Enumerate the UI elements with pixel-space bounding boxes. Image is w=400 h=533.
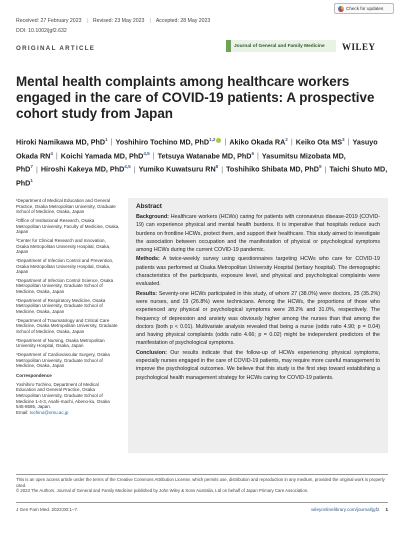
author-affiliation-number: 9 — [319, 164, 322, 170]
received-date: Received: 27 February 2023 — [16, 18, 82, 24]
affiliation-item: ⁴Department of Infection Control and Prevention, Osaka Metropolitan University Hospital, Osaka, Japan — [16, 257, 114, 275]
author-name[interactable]: Tetsuya Watanabe MD, PhD — [157, 150, 252, 160]
footer-divider — [16, 502, 388, 503]
author-name[interactable]: Yumiko Kuwatsuru RN — [138, 164, 216, 174]
license-line: This is an open access article under the terms of the Creative Commons Attribution License, which permits use, distribution and reproduction in any medium, provided the original work is properly cited. — [16, 477, 385, 488]
affiliation-item: ¹Department of Medical Education and General Practice, Osaka Metropolitan University, Graduate School of Medicine, Osaka, Japan — [16, 198, 116, 215]
author-affiliation-number: 4,5 — [143, 150, 150, 156]
doi[interactable]: DOI: 10.1002/jgf2.632 — [16, 28, 67, 34]
author-separator: | — [55, 150, 58, 160]
affiliation-item: ⁹Department of Cardiovascular Surgery, Osaka Metropolitan University, Graduate School of Medicine, Osaka, Japan — [16, 352, 110, 369]
author-separator: | — [347, 137, 350, 147]
author-separator: | — [152, 150, 155, 160]
check-updates-label: Check for updates — [346, 6, 384, 11]
author-affiliation-number: 1 — [105, 137, 108, 142]
accepted-date: Accepted: 28 May 2023 — [155, 18, 211, 24]
abstract-heading: Abstract — [136, 203, 162, 210]
footer-links — [311, 507, 388, 512]
check-updates-icon — [338, 6, 344, 12]
affiliation-item: ²Office of Institutional Research, Osaka Metropolitan University, Faculty of Medicine, Osaka, Japan — [16, 217, 120, 235]
author-separator: | — [324, 164, 327, 174]
correspondence-heading: Correspondence — [16, 372, 52, 378]
journal-name: Journal of General and Family Medicine — [234, 43, 325, 49]
date-separator: | — [149, 18, 151, 24]
author-separator: | — [110, 137, 113, 147]
date-separator: | — [86, 18, 88, 24]
affiliation-item: ⁶Department of Respiratory Medicine, Osaka Metropolitan University, Graduate School of Medicine, Osaka, Japan — [16, 297, 106, 315]
author-name[interactable]: Hiroki Namikawa MD, PhD — [16, 137, 106, 147]
abstract-background: Background: Healthcare workers (HCWs) caring for patients with coronavirus disease-2019 (COVID-19) can experience physical and mental health burdens. It is imperative that hospitals reduce such burdens on frontline HCWs, protect them, and support their healthcare. This study aimed to investigate the association between occupation and the manifestation of physical or psychological symptoms among HCWs during the current COVID-19 pandemic. — [136, 214, 380, 254]
abstract-conclusion: Conclusion: Our results indicate that the follow-up of HCWs experiencing physical symptoms, especially nurses engaged in the care of COVID-19 patients, may require more careful management to improve the psychological outcomes. We believe that this study is the first step toward establishing a psychological health management strategy for HCWs caring for COVID-19 patients. — [136, 349, 380, 381]
article-title: Mental health complaints among healthcare workers engaged in the care of COVID-19 patients: A prospective cohort study from Japan — [16, 74, 375, 122]
affiliation-item: ⁸Department of Nursing, Osaka Metropolitan University Hospital, Osaka, Japan — [16, 337, 105, 349]
author-name[interactable]: Akiko Okada RA — [229, 137, 286, 147]
abstract-methods: Methods: A twice-weekly survey using questionnaires targeting HCWs who care for COVID-19 patients was performed at Osaka Metropolitan University Hospital (tertiary hospital). The demographic characteristics of the participants, exposure level, and physical and psychological complaints were evaluated. — [136, 256, 380, 288]
affiliation-list — [16, 198, 120, 369]
revised-date: Revised: 23 May 2023 — [92, 18, 145, 24]
check-for-updates-button[interactable] — [334, 3, 394, 14]
author-affiliation-number: 1,2 — [209, 137, 216, 142]
author-affiliation-number: 4 — [50, 150, 53, 156]
author-separator: | — [257, 150, 259, 160]
author-name[interactable]: Yasuyo Okada RN — [16, 137, 378, 160]
author-affiliation-number: 3 — [342, 137, 345, 142]
author-affiliation-number: 1 — [30, 177, 33, 183]
author-name[interactable]: Yoshihiro Tochino MD, PhD — [115, 137, 210, 147]
copyright-line: © 2023 The Authors. Journal of General and Family Medicine published by John Wiley & Sons Australia, Ltd on behalf of Japan Primary Care Association. — [16, 488, 309, 494]
author-name[interactable]: Yasumitsu Mizobata MD, PhD — [16, 150, 346, 174]
author-separator: | — [221, 164, 224, 174]
page-number: 1 — [385, 507, 388, 512]
affiliations-column — [16, 198, 120, 418]
abstract-box — [128, 198, 388, 453]
license-notice — [16, 474, 388, 494]
orcid-icon[interactable] — [216, 138, 221, 143]
affiliation-item: ⁷Department of Traumatology and Critical Care Medicine, Osaka Metropolitan University, Graduate School of Medicine, Osaka, Japan — [16, 317, 118, 334]
author-affiliation-number: 7 — [30, 164, 33, 170]
author-separator: | — [290, 137, 293, 147]
author-name[interactable]: Keiko Ota MS — [295, 137, 343, 147]
affiliation-item: ³Center for Clinical Research and Innovation, Osaka Metropolitan University Hospital, Osaka, Japan — [16, 237, 111, 255]
article-type: ORIGINAL ARTICLE — [16, 45, 96, 52]
article-dates — [16, 18, 210, 24]
author-affiliation-number: 4,5 — [124, 164, 131, 170]
author-name[interactable]: Toshihiko Shibata MD, PhD — [226, 164, 319, 174]
author-name[interactable]: Taichi Shuto MD, PhD — [16, 164, 388, 188]
journal-url-link[interactable]: wileyonlinelibrary.com/journal/jgf2 — [311, 507, 380, 512]
correspondence-email-link[interactable]: tochino@omu.ac.jp — [29, 409, 69, 415]
abstract-results: Results: Seventy-one HCWs participated in this study, of whom 27 (38.0%) were doctors, 25 (35.2%) were nurses, and 19 (26.8%) were technicians. Among the HCWs, the proportions of those who experienced any physical or psychological symptoms were 28.2% and 31.0%, respectively. The frequency of depression and anxiety was obviously higher among the nurses than that among the doctors (both p < 0.01). Multivariate analysis revealed that being a nurse (odds ratio 4.90; p = 0.04) and having physical complaints (odds ratio 4.66; p = 0.02) might be independent predictors of the manifestation of psychological symptoms. — [136, 290, 380, 347]
journal-logo[interactable] — [226, 40, 336, 52]
author-separator: | — [35, 164, 38, 174]
correspondence-text: Yoshihiro Tochino, Department of Medical Education and General Practice, Osaka Metropolitan University, Graduate School of Medicine 1-4-3, Asahi-machi, Abeno-ku, Osaka 545-8585, Japan. Email: tochino@omu.ac.jp — [16, 381, 110, 415]
author-name[interactable]: Koichi Yamada MD, PhD — [60, 150, 144, 160]
footer-citation: J Gen Fam Med. 2023;00:1–7. — [16, 507, 79, 512]
author-affiliation-number: 6 — [251, 150, 255, 156]
publisher-logo[interactable]: WILEY — [342, 42, 376, 52]
author-separator: | — [224, 137, 227, 147]
author-separator: | — [133, 164, 136, 174]
author-name[interactable]: Hiroshi Kakeya MD, PhD — [40, 164, 125, 174]
affiliation-item: ⁵Department of Infection Control Science, Osaka Metropolitan University, Graduate School of Medicine, Osaka, Japan — [16, 277, 114, 295]
author-affiliation-number: 2 — [285, 137, 288, 142]
author-affiliation-number: 8 — [215, 164, 219, 170]
author-list — [16, 134, 388, 188]
